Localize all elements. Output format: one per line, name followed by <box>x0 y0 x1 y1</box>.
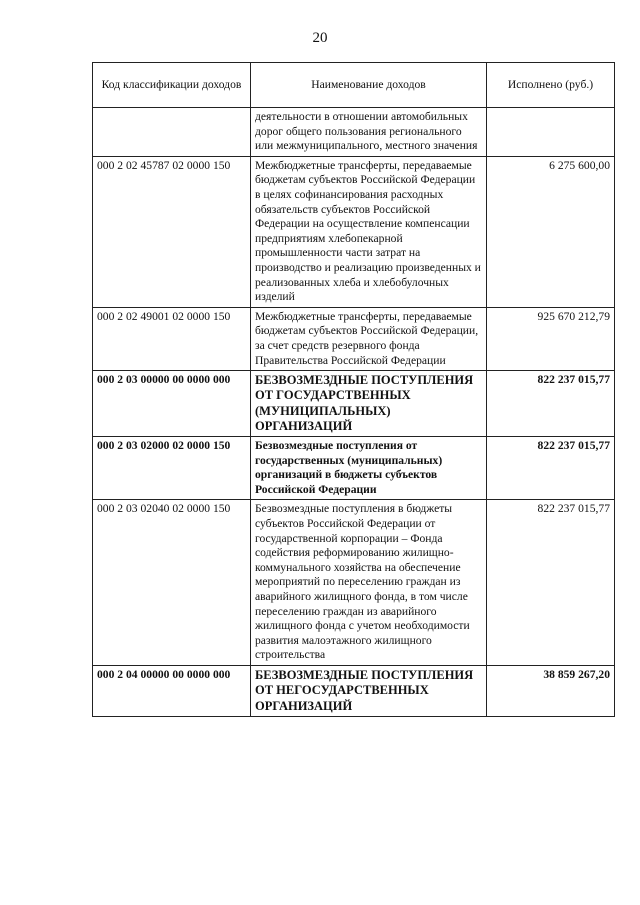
table-row <box>93 108 615 157</box>
row-amount: 822 237 015,77 <box>487 500 615 666</box>
table-row <box>93 307 615 370</box>
row-amount: 38 859 267,20 <box>487 666 615 717</box>
row-name: Межбюджетные трансферты, передаваемые бюджетам субъектов Российской Федерации в целях софинансирования расходных обязательств субъектов Российской Федерации на осуществление компенсации предприятиям хлебопекарной промышленности части затрат на производство и реализацию произведенных и реализованных хлеба и хлебобулочных изделий <box>251 156 487 307</box>
row-code: 000 2 02 45787 02 0000 150 <box>93 156 251 307</box>
row-code: 000 2 03 02040 02 0000 150 <box>93 500 251 666</box>
page-number: 20 <box>312 30 328 46</box>
row-name: Межбюджетные трансферты, передаваемые бюджетам субъектов Российской Федерации, за счет средств резервного фонда Правительства Российской Федерации <box>251 307 487 370</box>
table-header-row <box>93 63 615 108</box>
row-code: 000 2 03 00000 00 0000 000 <box>93 371 251 437</box>
row-code <box>93 108 251 157</box>
row-name: БЕЗВОЗМЕЗДНЫЕ ПОСТУПЛЕНИЯ ОТ НЕГОСУДАРСТВЕННЫХ ОРГАНИЗАЦИЙ <box>251 666 487 717</box>
row-amount: 822 237 015,77 <box>487 437 615 500</box>
row-name: Безвозмездные поступления от государственных (муниципальных) организаций в бюджеты субъектов Российской Федерации <box>251 437 487 500</box>
row-amount <box>487 108 615 157</box>
row-amount: 6 275 600,00 <box>487 156 615 307</box>
header-name: Наименование доходов <box>251 63 487 108</box>
row-amount: 822 237 015,77 <box>487 371 615 437</box>
row-name: деятельности в отношении автомобильных дорог общего пользования регионального или межмуниципального, местного значения <box>251 108 487 157</box>
row-amount: 925 670 212,79 <box>487 307 615 370</box>
revenue-table <box>92 62 615 717</box>
row-name: БЕЗВОЗМЕЗДНЫЕ ПОСТУПЛЕНИЯ ОТ ГОСУДАРСТВЕННЫХ (МУНИЦИПАЛЬНЫХ) ОРГАНИЗАЦИЙ <box>251 371 487 437</box>
row-code: 000 2 03 02000 02 0000 150 <box>93 437 251 500</box>
table-row-subtotal <box>93 437 615 500</box>
table-row <box>93 500 615 666</box>
row-code: 000 2 04 00000 00 0000 000 <box>93 666 251 717</box>
header-code: Код классификации доходов <box>93 63 251 108</box>
header-amount: Исполнено (руб.) <box>487 63 615 108</box>
table-row-section-total <box>93 371 615 437</box>
table-row-section-total <box>93 666 615 717</box>
row-code: 000 2 02 49001 02 0000 150 <box>93 307 251 370</box>
row-name: Безвозмездные поступления в бюджеты субъектов Российской Федерации от государственной корпорации – Фонда содействия реформированию жилищно-коммунального хозяйства на обеспечение мероприятий по переселению граждан из аварийного жилищного фонда, в том числе переселению граждан из аварийного жилищного фонда с учетом необходимости развития малоэтажного жилищного строительства <box>251 500 487 666</box>
table-row <box>93 156 615 307</box>
